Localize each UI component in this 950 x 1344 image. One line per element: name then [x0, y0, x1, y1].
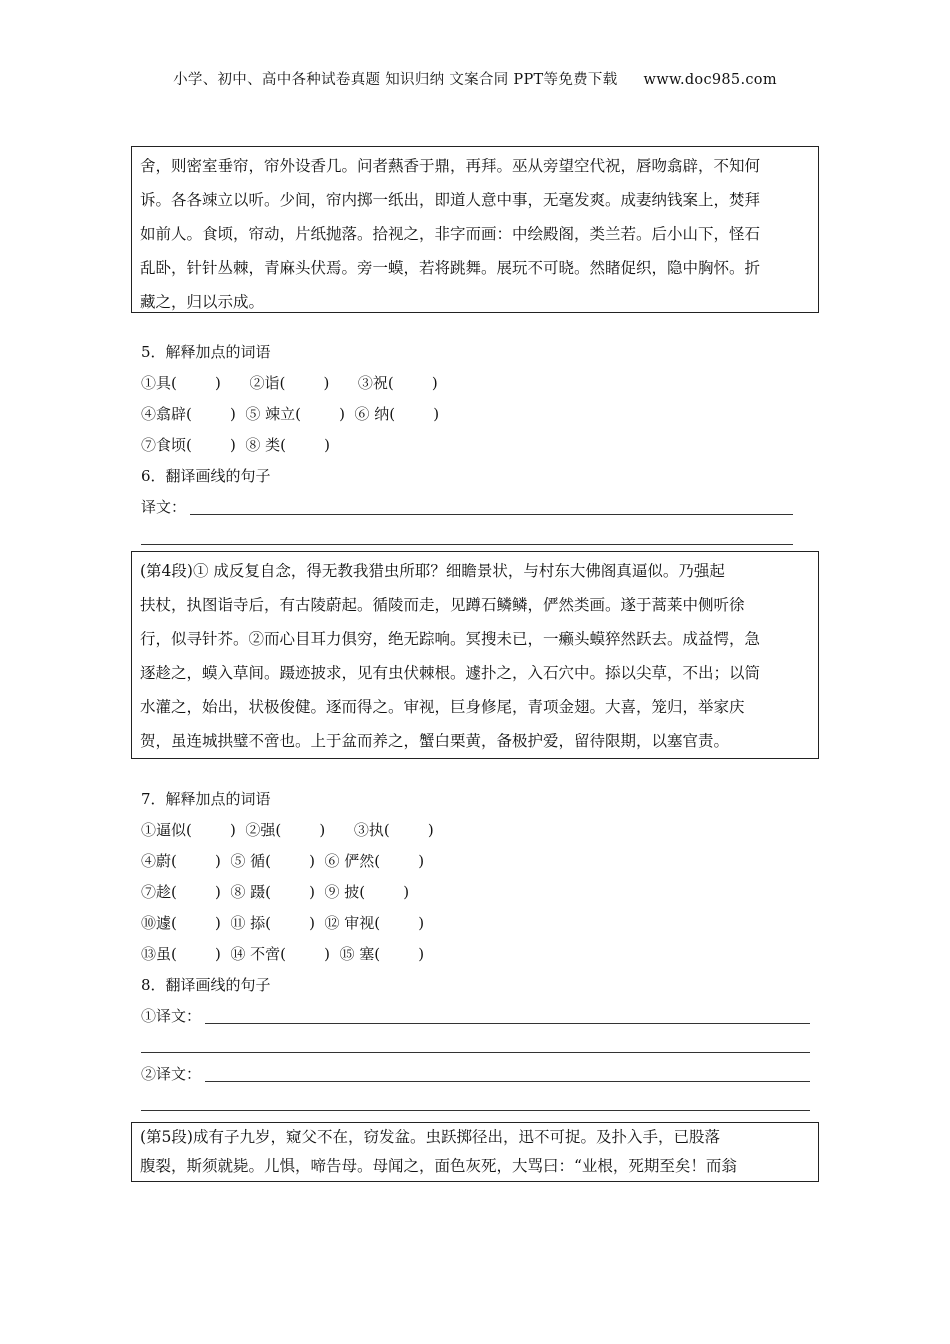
translation-label: ①译文：: [141, 1007, 202, 1025]
question-7-title: 7．解释加点的词语: [141, 790, 271, 808]
question-7-row: ④蔚( ) ⑤ 循( ) ⑥ 俨然( ): [141, 852, 425, 870]
passage-line: 如前人。食顷，帘动，片纸抛落。拾视之，非字而画：中绘殿阁，类兰若。后小山下，怪石: [140, 225, 761, 243]
passage-box-1: [131, 146, 819, 313]
answer-line[interactable]: [141, 544, 793, 545]
page-header: [0, 68, 950, 89]
header-site-link[interactable]: www.doc985.com: [643, 72, 777, 88]
answer-line[interactable]: [205, 1023, 810, 1024]
translation-label: ②译文：: [141, 1065, 202, 1083]
question-8-title: 8．翻译画线的句子: [141, 976, 271, 994]
answer-line[interactable]: [141, 1052, 810, 1053]
translation-label: 译文：: [141, 498, 187, 516]
passage-line: 行，似寻针芥。②而心目耳力俱穷，绝无踪响。冥搜未已，一癞头蟆猝然跃去。成益愕，急: [140, 630, 761, 648]
question-5-row: ①具( ) ②诣( ) ③祝( ): [141, 374, 438, 392]
passage-line: (第4段)① 成反复自念，得无教我猎虫所耶？细瞻景状，与村东大佛阁真逼似。乃强起: [140, 562, 725, 580]
passage-line: (第5段)成有子九岁，窥父不在，窃发盆。虫跃掷径出，迅不可捉。及扑入手，已股落: [140, 1128, 720, 1146]
question-5-row: ④翕辟( ) ⑤ 竦立( ) ⑥ 纳( ): [141, 405, 440, 423]
question-7-row: ⑬虽( ) ⑭ 不啻( ) ⑮ 塞( ): [141, 945, 425, 963]
header-text: 小学、初中、高中各种试卷真题 知识归纳 文案合同 PPT等免费下载: [173, 72, 618, 88]
question-5-title: 5．解释加点的词语: [141, 343, 271, 361]
question-7-row: ①逼似( ) ②强( ) ③执( ): [141, 821, 434, 839]
question-5-row: ⑦食顷( ) ⑧ 类( ): [141, 436, 331, 454]
passage-box-3: [131, 1122, 819, 1182]
passage-line: 舍，则密室垂帘，帘外设香几。问者爇香于鼎，再拜。巫从旁望空代祝，唇吻翕辟，不知何: [140, 157, 761, 175]
question-6-title: 6．翻译画线的句子: [141, 467, 271, 485]
passage-box-2: [131, 551, 819, 759]
question-7-row: ⑦趁( ) ⑧ 蹑( ) ⑨ 披( ): [141, 883, 410, 901]
passage-line: 腹裂，斯须就毙。儿惧，啼告母。母闻之，面色灰死，大骂曰：“业根，死期至矣！而翁: [140, 1157, 737, 1175]
passage-line: 贺，虽连城拱璧不啻也。上于盆而养之，蟹白栗黄，备极护爱，留待限期，以塞官责。: [140, 732, 730, 750]
passage-line: 诉。各各竦立以听。少间，帘内掷一纸出，即道人意中事，无毫发爽。成妻纳钱案上，焚拜: [140, 191, 761, 209]
passage-line: 扶杖，执图诣寺后，有古陵蔚起。循陵而走，见蹲石鳞鳞，俨然类画。遂于蒿莱中侧听徐: [140, 596, 745, 614]
answer-line[interactable]: [141, 1110, 810, 1111]
passage-line: 逐趁之，蟆入草间。蹑迹披求，见有虫伏棘根。遽扑之，入石穴中。掭以尖草，不出；以筒: [140, 664, 761, 682]
question-7-row: ⑩遽( ) ⑪ 掭( ) ⑫ 审视( ): [141, 914, 425, 932]
passage-line: 乱卧，针针丛棘，青麻头伏焉。旁一蟆，若将跳舞。展玩不可晓。然睹促织，隐中胸怀。折: [140, 259, 761, 277]
passage-line: 水灌之，始出，状极俊健。逐而得之。审视，巨身修尾，青项金翅。大喜，笼归，举家庆: [140, 698, 745, 716]
answer-line[interactable]: [190, 514, 793, 515]
passage-line: 藏之，归以示成。: [140, 293, 265, 311]
answer-line[interactable]: [205, 1081, 810, 1082]
